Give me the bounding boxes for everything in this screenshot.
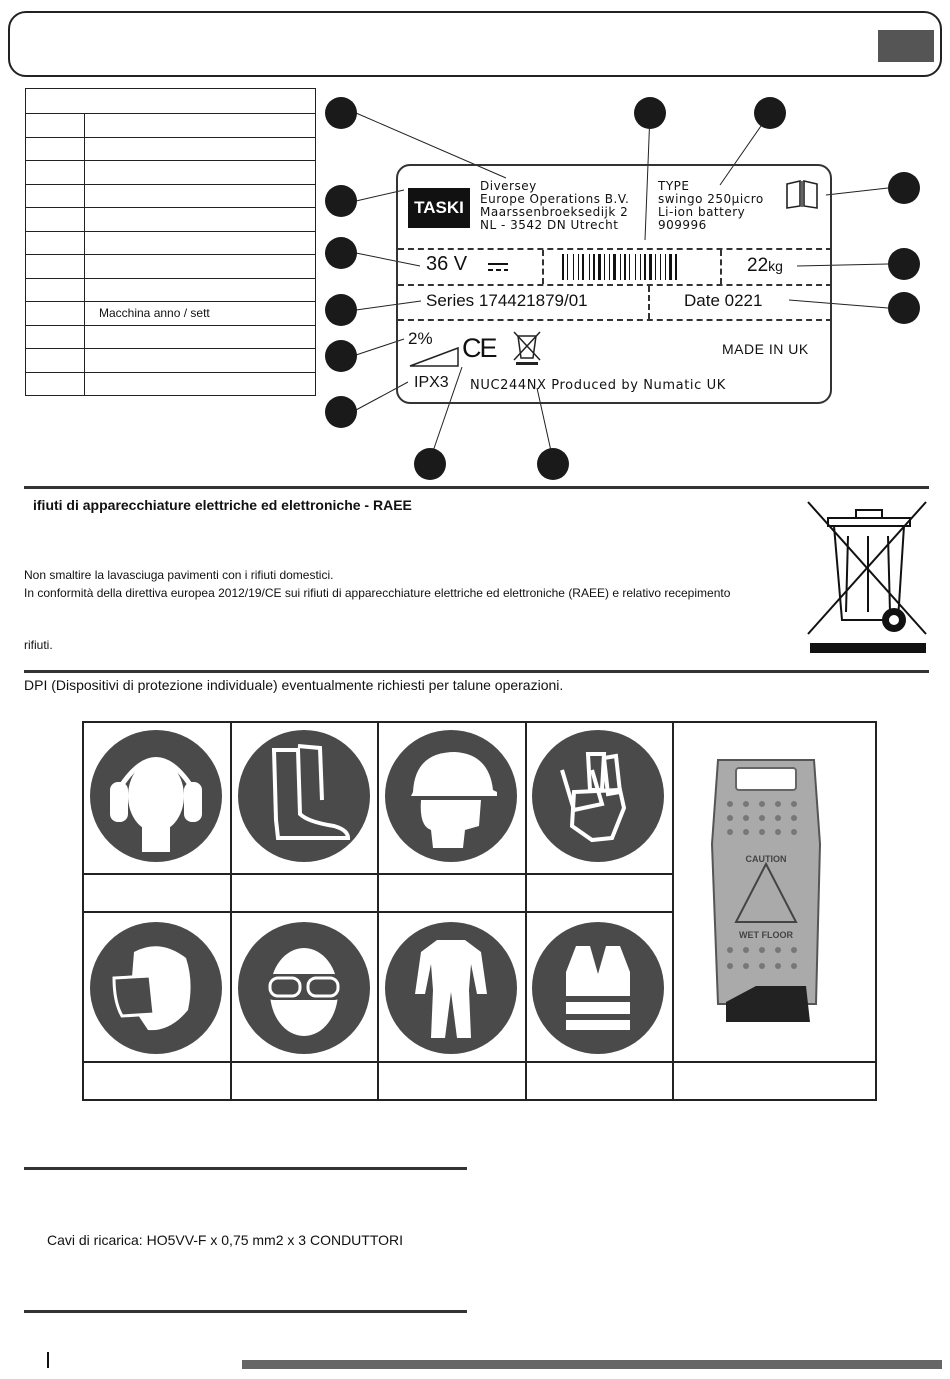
barcode-icon [560,254,718,280]
callout-marker [325,97,357,129]
barcode-bar [589,254,590,280]
barcode-bar [567,254,568,280]
overalls-icon [385,922,517,1054]
max-slope-value: 2% [408,329,433,348]
weight-label: 22kg [747,255,783,276]
callout-marker [325,396,357,428]
safety-boots-icon [238,730,370,862]
barcode-bar [635,254,636,280]
callout-marker [537,448,569,480]
barcode-bar [665,254,666,280]
ear-protection-icon [90,730,222,862]
footer-bar [242,1360,942,1369]
barcode-bar [578,254,579,280]
hard-hat-icon [385,730,517,862]
safety-goggles-icon [238,922,370,1054]
section-divider [24,486,929,489]
barcode-bar [675,254,677,280]
barcode-bar [644,254,646,280]
production-date: Date 0221 [684,291,763,310]
barcode-bar [609,254,610,280]
callout-marker [634,97,666,129]
divider [720,250,722,284]
wet-floor-text: WET FLOOR [739,930,793,940]
callout-marker [414,448,446,480]
hi-vis-vest-icon [532,922,664,1054]
barcode-bar [629,254,630,280]
face-mask-icon [90,922,222,1054]
callout-marker [888,172,920,204]
barcode-bar [649,254,652,280]
divider [398,319,832,321]
manual-book-icon [784,178,820,210]
brand-logo: TASKI [408,188,470,228]
callout-marker [325,237,357,269]
callout-marker [888,248,920,280]
weee-text-line: rifiuti. [24,638,53,652]
barcode-bar [604,254,605,280]
machine-type: TYPE swingo 250µicro Li-ion battery 909996 [658,179,764,232]
ce-mark: CE [462,333,496,363]
caution-text: CAUTION [745,854,787,864]
callout-marker [325,340,357,372]
barcode-bar [624,254,626,280]
gloves-icon [532,730,664,862]
producer-label: NUC244NX Produced by Numatic UK [470,378,726,393]
section-divider [24,1310,467,1313]
barcode-bar [640,254,641,280]
page-number-marker [47,1352,49,1368]
section-divider [24,1167,467,1170]
section-divider [24,670,929,673]
weee-text-line: In conformità della direttiva europea 2012/19/CE sui rifiuti di apparecchiature elettriche ed elettroniche (RAEE) e relativo recepimento [24,586,731,600]
weee-text-line: Non smaltire la lavasciuga pavimenti con i rifiuti domestici. [24,568,334,582]
callout-marker [325,294,357,326]
callout-marker [888,292,920,324]
table-row: Macchina anno / sett [26,302,316,326]
callout-marker [754,97,786,129]
weee-bin-icon [510,328,544,366]
barcode-bar [660,254,661,280]
divider [398,248,832,250]
divider [542,250,544,284]
dc-current-icon [486,260,510,274]
voltage-value: 36 V [426,253,468,275]
barcode-bar [593,254,595,280]
barcode-bar [655,254,656,280]
divider [398,284,832,286]
barcode-bar [582,254,584,280]
callout-marker [325,185,357,217]
manufacturer-address: Diversey Europe Operations B.V. Maarssenbroeksedijk 2 NL - 3542 DN Utrecht [480,179,630,232]
rating-plate [396,164,832,404]
caution-sign-icon [706,754,826,1026]
barcode-bar [598,254,601,280]
ppe-intro: DPI (Dispositivi di protezione individuale) eventualmente richiesti per talune operazioni. [24,677,564,693]
divider [648,286,650,319]
barcode-bar [562,254,564,280]
barcode-bar [620,254,621,280]
slope-icon [408,346,460,368]
barcode-bar [669,254,672,280]
made-in-label: MADE IN UK [722,341,809,357]
cable-spec: Cavi di ricarica: HO5VV-F x 0,75 mm2 x 3 CONDUTTORI [47,1232,404,1248]
crossed-bin-icon [804,498,930,654]
weee-title: ifiuti di apparecchiature elettriche ed elettroniche - RAEE [33,497,412,513]
barcode-bar [613,254,616,280]
series-number: Series 174421879/01 [426,291,588,310]
barcode-bar [573,254,574,280]
ip-rating: IPX3 [414,374,449,391]
